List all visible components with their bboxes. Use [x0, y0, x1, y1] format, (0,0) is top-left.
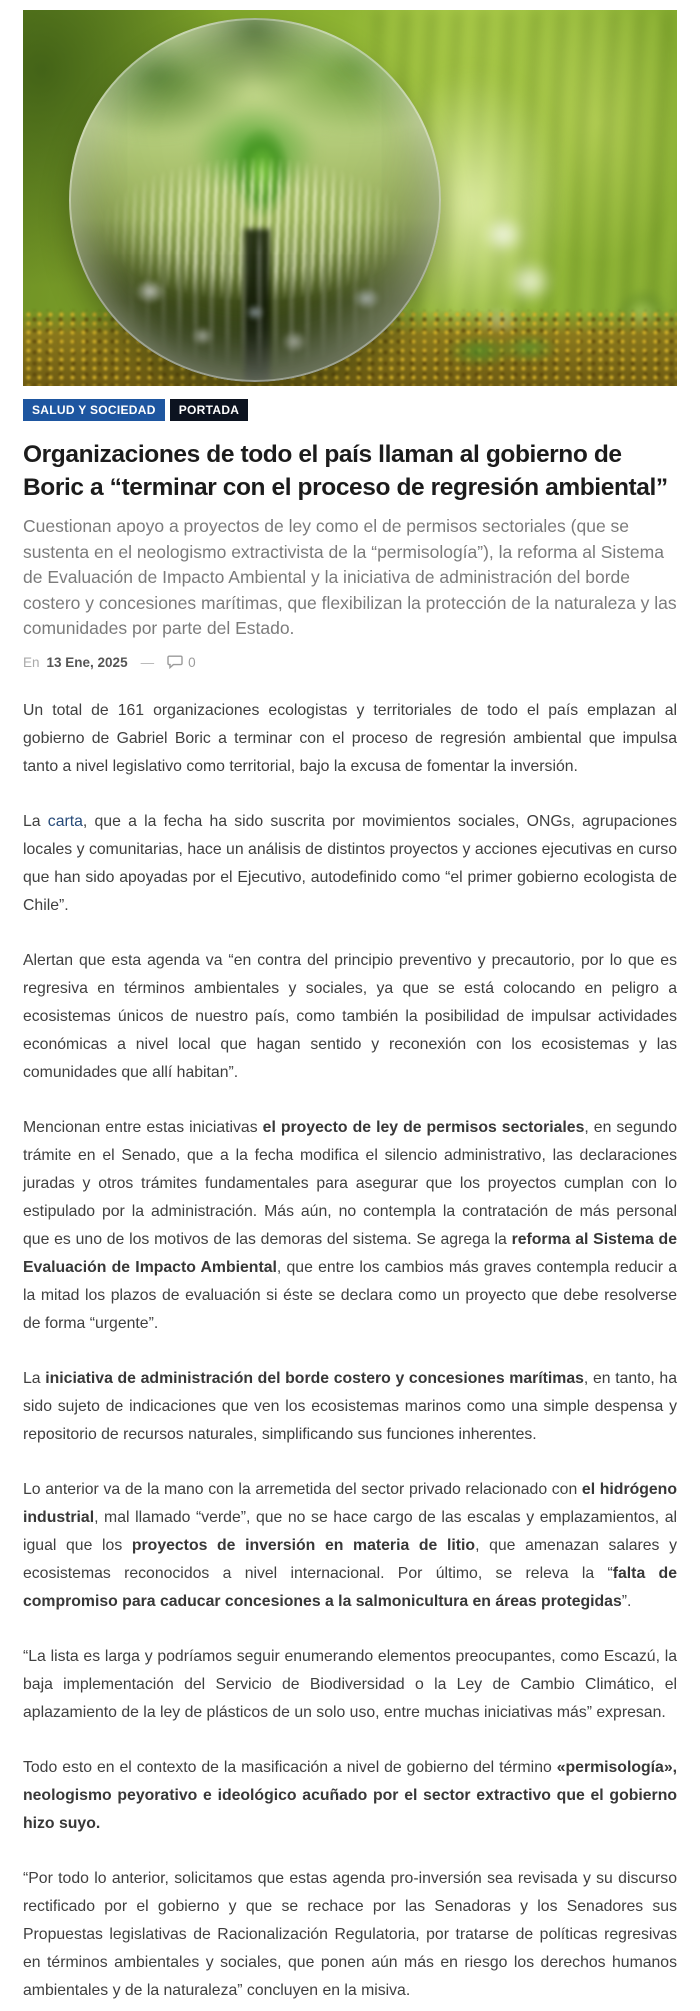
meta-separator: —: [140, 654, 155, 670]
article-meta: [23, 655, 677, 670]
sphere-grass-strands: [99, 156, 411, 302]
paragraph: “La lista es larga y podríamos seguir enumerando elementos preocupantes, como Escazú, la baja implementación del Servicio de Biodiversidad o la Ley de Cambio Climático, el aplazamiento de la ley de plásticos de un solo uso, entre muchas iniciativas más” expresan.: [23, 1647, 677, 1721]
article-title: Organizaciones de todo el país llaman al gobierno de Boric a “terminar con el proceso de regresión ambiental”: [23, 441, 668, 501]
glass-sphere: [69, 18, 441, 382]
comment-icon: [167, 655, 183, 669]
category-tags: [23, 399, 677, 421]
sphere-light-streaks: [114, 218, 397, 371]
sphere-center-leaf: [233, 127, 291, 219]
clover-leaf: [439, 326, 557, 376]
tag-salud-y-sociedad[interactable]: SALUD Y SOCIEDAD: [23, 399, 165, 421]
paragraph: La carta, que a la fecha ha sido suscrita por movimientos sociales, ONGs, agrupaciones locales y comunitarias, hace un análisis de distintos proyectos y acciones ejecutivas en curso que han sido apoyadas por el Ejecutivo, autodefinido como “el primer gobierno ecologista de Chile”.: [23, 812, 677, 914]
paragraph: Lo anterior va de la mano con la arremetida del sector privado relacionado con el hidrógeno industrial, mal llamado “verde”, que no se hace cargo de las escalas y emplazamientos, al igual que los proyectos de inversión en materia de litio, que amenazan salares y ecosistemas reconocidos a nivel internacional. Por último, se releva la “falta de compromiso para caducar concesiones a la salmonicultura en áreas protegidas”.: [23, 1480, 677, 1610]
paragraph: “Por todo lo anterior, solicitamos que estas agenda pro-inversión sea revisada y su discurso rectificado por el gobierno y que se rechace por las Senadoras y los Senadores sus Propuestas legislativas de Racionalización Regulatoria, por tratarse de políticas regresivas en términos ambientales y sociales, que ponen aún más en riesgo los derechos humanos ambientales y de la naturaleza” concluyen en la misiva.: [23, 1869, 677, 1999]
paragraph: Mencionan entre estas iniciativas el proyecto de ley de permisos sectoriales, en segundo trámite en el Senado, que a la fecha modifica el silencio administrativo, las declaraciones juradas y otros trámites fundamentales para asegurar que los proyectos cumplan con lo estipulado por la administración. Más aún, no contempla la contratación de más personal que es uno de los motivos de las demoras del sistema. Se agrega la reforma al Sistema de Evaluación de Impacto Ambiental, que entre los cambios más graves contempla reducir a la mitad los plazos de evaluación si éste se declara como un proyecto que debe resolverse de forma “urgente”.: [23, 1118, 677, 1332]
meta-prefix: En: [23, 654, 40, 670]
paragraph: Un total de 161 organizaciones ecologistas y territoriales de todo el país emplazan al gobierno de Gabriel Boric a terminar con el proceso de regresión ambiental que impulsa tanto a nivel legislativo como territorial, bajo la excusa de fomentar la inversión.: [23, 701, 677, 775]
sphere-glints: [91, 236, 418, 374]
article-body: [23, 697, 677, 2005]
inline-link[interactable]: carta: [47, 812, 83, 830]
paragraph: Alertan que esta agenda va “en contra del principio preventivo y precautorio, por lo que es regresiva en términos ambientales y sociales, ya que se está colocando en peligro a ecosistemas únicos de nuestro país, como también la posibilidad de impulsar actividades económicas a nivel local que hagan sentido y reconexión con los ecosistemas y las comunidades que allí habitan”.: [23, 951, 677, 1081]
hero-image: [23, 10, 677, 386]
comments-link[interactable]: [167, 655, 196, 670]
sphere-dark-trunk: [244, 229, 270, 382]
paragraph: Todo esto en el contexto de la masificación a nivel de gobierno del término «permisología», neologismo peyorativo e ideológico acuñado por el sector extractivo que el gobierno hizo suyo.: [23, 1758, 677, 1832]
publish-date: 13 Ene, 2025: [46, 654, 128, 670]
paragraph: La iniciativa de administración del borde costero y concesiones marítimas, en tanto, ha sido sujeto de indicaciones que ven los ecosistemas marinos como una simple despensa y repositorio de recursos naturales, simplificando sus funciones inherentes.: [23, 1369, 677, 1443]
article-subtitle: Cuestionan apoyo a proyectos de ley como el de permisos sectoriales (que se sustenta en el neologismo extractivista de la “permisología”), la reforma al Sistema de Evaluación de Impacto Ambiental y la iniciativa de administración del borde costero y concesiones marítimas, que flexibilizan la protección de la naturaleza y las comunidades por parte del Estado.: [23, 516, 677, 638]
comments-count: 0: [188, 654, 196, 670]
tag-portada[interactable]: PORTADA: [170, 399, 249, 421]
sphere-foliage-reflection: [69, 18, 441, 244]
